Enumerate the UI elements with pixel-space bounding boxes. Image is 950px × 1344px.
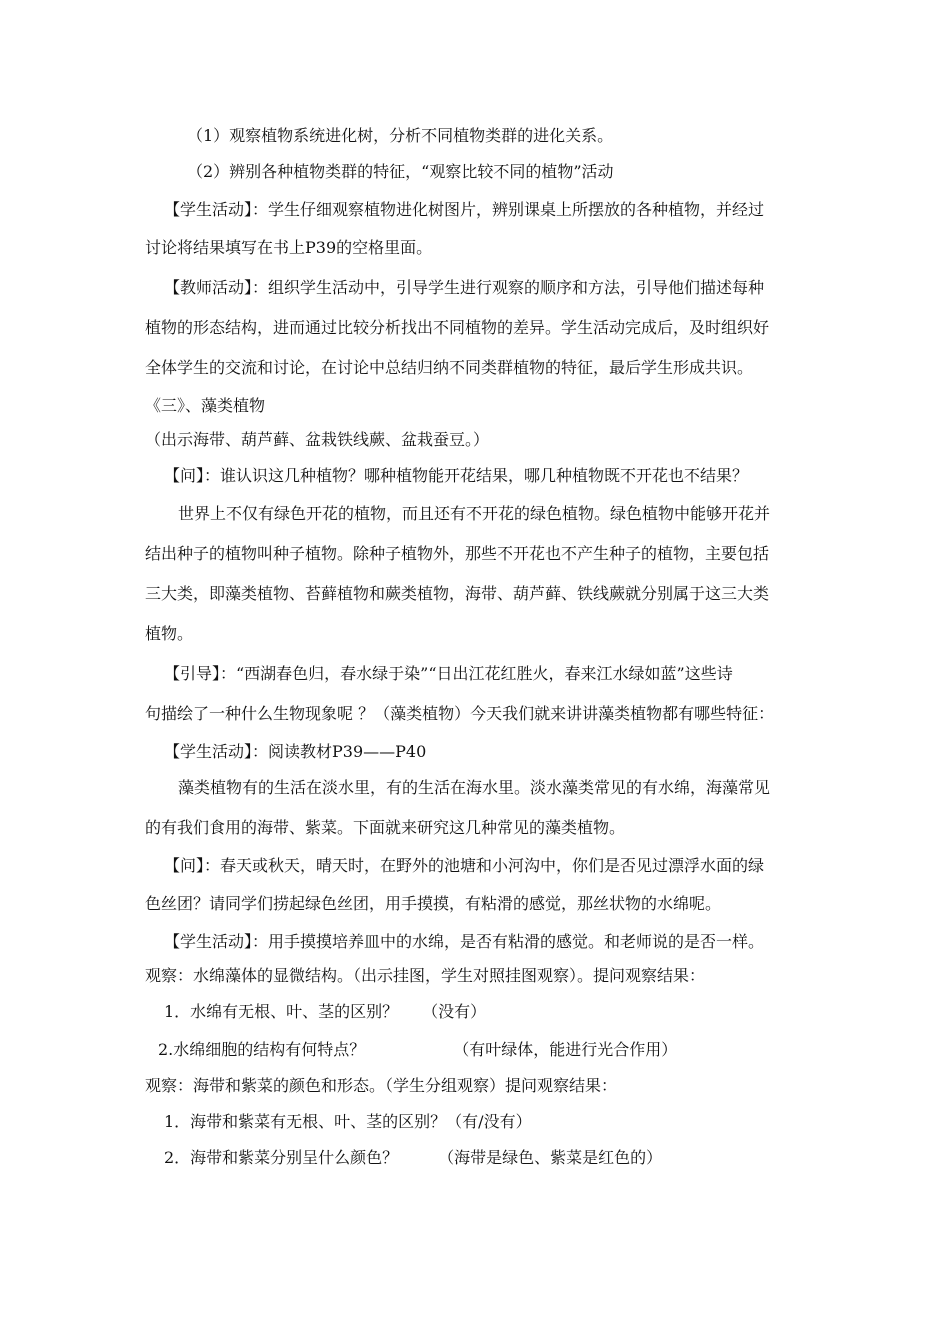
text-line: 观察：水绵藻体的显微结构。（出示挂图，学生对照挂图观察）。提问观察结果： — [145, 966, 706, 985]
text-line: 植物的形态结构，进而通过比较分析找出不同植物的差异。学生活动完成后，及时组织好 — [145, 318, 770, 337]
text-line: 【引导】：“西湖春色归，春水绿于染”“日出江花红胜火，春来江水绿如蓝”这些诗 — [164, 664, 733, 683]
text-line: 全体学生的交流和讨论，在讨论中总结归纳不同类群植物的特征，最后学生形成共识。 — [145, 358, 754, 377]
text-line: 的有我们食用的海带、紫菜。下面就来研究这几种常见的藻类植物。 — [145, 818, 626, 837]
text-line: （1）观察植物系统进化树，分析不同植物类群的进化关系。 — [187, 126, 614, 145]
text-line: 色丝团？请同学们捞起绿色丝团，用手摸摸，有粘滑的感觉，那丝状物的水绵呢。 — [145, 894, 722, 913]
text-line: 世界上不仅有绿色开花的植物，而且还有不开花的绿色植物。绿色植物中能够开花并 — [178, 504, 771, 523]
text-line: 结出种子的植物叫种子植物。除种子植物外，那些不开花也不产生种子的植物，主要包括 — [145, 544, 770, 563]
text-line: 句描绘了一种什么生物现象呢 ？（藻类植物）今天我们就来讲讲藻类植物都有哪些特征： — [145, 704, 775, 723]
text-line: 【学生活动】：学生仔细观察植物进化树图片，辨别课桌上所摆放的各种植物，并经过 — [164, 200, 765, 219]
text-line: 【问】：谁认识这几种植物？哪种植物能开花结果，哪几种植物既不开花也不结果？ — [164, 466, 749, 485]
text-line: 【问】：春天或秋天，晴天时，在野外的池塘和小河沟中，你们是否见过漂浮水面的绿 — [164, 856, 765, 875]
list-item: 2.水绵细胞的结构有何特点？ （有叶绿体，能进行光合作用） — [158, 1040, 678, 1059]
text-line: （出示海带、葫芦藓、盆栽铁线蕨、盆栽蚕豆。） — [145, 430, 490, 449]
text-line: 【学生活动】：用手摸摸培养皿中的水绵，是否有粘滑的感觉。和老师说的是否一样。 — [164, 932, 765, 951]
text-line: 三大类，即藻类植物、苔藓植物和蕨类植物，海带、葫芦藓、铁线蕨就分别属于这三大类 — [145, 584, 770, 603]
list-item: 1．海带和紫菜有无根、叶、茎的区别？（有/没有） — [164, 1112, 532, 1131]
list-item: 2．海带和紫菜分别呈什么颜色？ （海带是绿色、紫菜是红色的） — [164, 1148, 663, 1167]
text-line: 藻类植物有的生活在淡水里，有的生活在海水里。淡水藻类常见的有水绵，海藻常见 — [178, 778, 771, 797]
text-line: （2）辨别各种植物类群的特征，“观察比较不同的植物”活动 — [187, 162, 614, 181]
text-line: 观察：海带和紫菜的颜色和形态。（学生分组观察）提问观察结果： — [145, 1076, 618, 1095]
section-heading: 《三》、藻类植物 — [145, 396, 266, 415]
text-line: 【学生活动】：阅读教材P39——P40 — [164, 742, 427, 761]
list-item: 1．水绵有无根、叶、茎的区别？ （没有） — [164, 1002, 487, 1021]
text-line: 【教师活动】：组织学生活动中，引导学生进行观察的顺序和方法，引导他们描述每种 — [164, 278, 765, 297]
text-line: 植物。 — [145, 624, 194, 643]
text-line: 讨论将结果填写在书上P39的空格里面。 — [145, 238, 433, 257]
